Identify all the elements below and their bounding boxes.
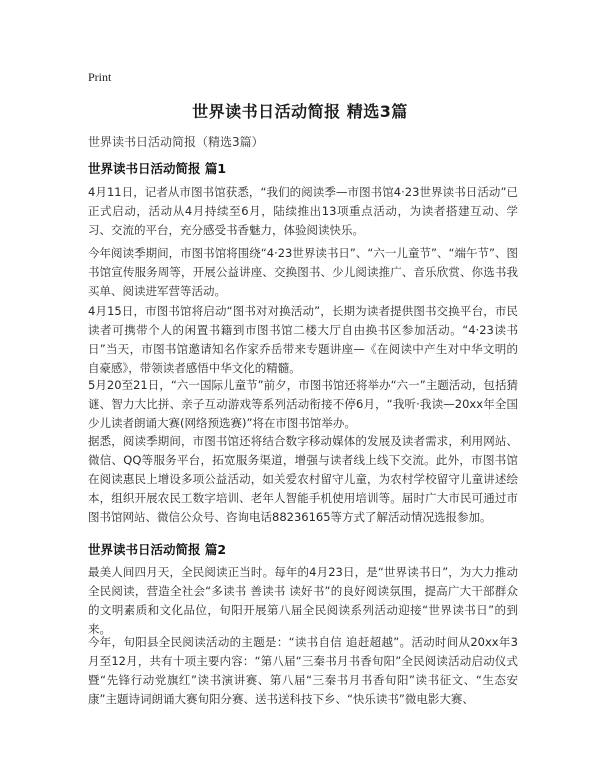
print-link[interactable]: Print (88, 70, 112, 84)
paragraph: 5月20至21日，“六一国际儿童节”前夕，市图书馆还将举办“六一”主题活动，包括猜谜、智力大比拼、亲子互动游戏等系列活动衔接不停6月，“我听·我读—20xx年全国少儿读者朗诵大赛(网络预选赛)”将在市图书馆举办。 (88, 378, 518, 430)
document-title: 世界读书日活动简报 精选3篇 (192, 102, 408, 121)
paragraph: 4月11日，记者从市图书馆获悉，“我们的阅读季—市图书馆4·23世界读书日活动”已正式启动，活动从4月持续至6月，陆续推出13项重点活动，为读者搭建互动、学习、交流的平台，充分感受书香魅力，体验阅读快乐。 (88, 185, 518, 237)
section-heading-1: 世界读书日活动简报 篇1 (88, 161, 227, 176)
paragraph: 最美人间四月天，全民阅读正当时。每年的4月23日，是“世界读书日”，为大力推动全民阅读，营造全社会“多读书 善读书 读好书”的良好阅读氛围，提高广大干部群众的文明素质和文化品位，旬阳开展第八届全民阅读系列活动迎接“世界读书日”的到来。 (88, 565, 518, 636)
section-heading-2: 世界读书日活动简报 篇2 (88, 542, 227, 557)
paragraph: 今年阅读季期间，市图书馆将围绕“4·23世界读书日”、“六一儿童节”、“端午节”、图书馆宣传服务周等，开展公益讲座、交换图书、少儿阅读推广、音乐欣赏、你选书我买单、阅读进军营等活动。 (88, 246, 518, 298)
paragraph: 4月15日，市图书馆将启动“图书对对换活动”，长期为读者提供图书交换平台，市民读者可携带个人的闲置书籍到市图书馆二楼大厅自由换书区参加活动。“4·23读书日”当天，市图书馆邀请知名作家乔岳带来专题讲座—《在阅读中产生对中华文明的自豪感》，带领读者感悟中华文化的精髓。 (88, 304, 518, 375)
paragraph: 据悉，阅读季期间，市图书馆还将结合数字移动媒体的发展及读者需求，利用网站、微信、QQ等服务平台，拓宽服务渠道，增强与读者线上线下交流。此外，市图书馆在阅读惠民上增设多项公益活动，如关爱农村留守儿童，为农村学校留守儿童讲述绘本，组织开展农民工数字培训、老年人智能手机使用培训等。届时广大市民可通过市图书馆网站、微信公众号、咨询电话88236165等方式了解活动情况选报参加。 (88, 434, 518, 524)
document-subtitle: 世界读书日活动简报（精选3篇） (88, 135, 264, 149)
paragraph: 今年，旬阳县全民阅读活动的主题是：“读书自信 追赶超越”。活动时间从20xx年3月至12月，共有十项主要内容：“第八届“三秦书月书香旬阳”全民阅读活动启动仪式暨“先锋行动党旗红”读书演讲赛、第八届“三秦书月书香旬阳”读书征文、“生态安康”主题诗词朗诵大赛旬阳分赛、送书送科技下乡、“快乐读书”微电影大赛、 (88, 635, 518, 706)
